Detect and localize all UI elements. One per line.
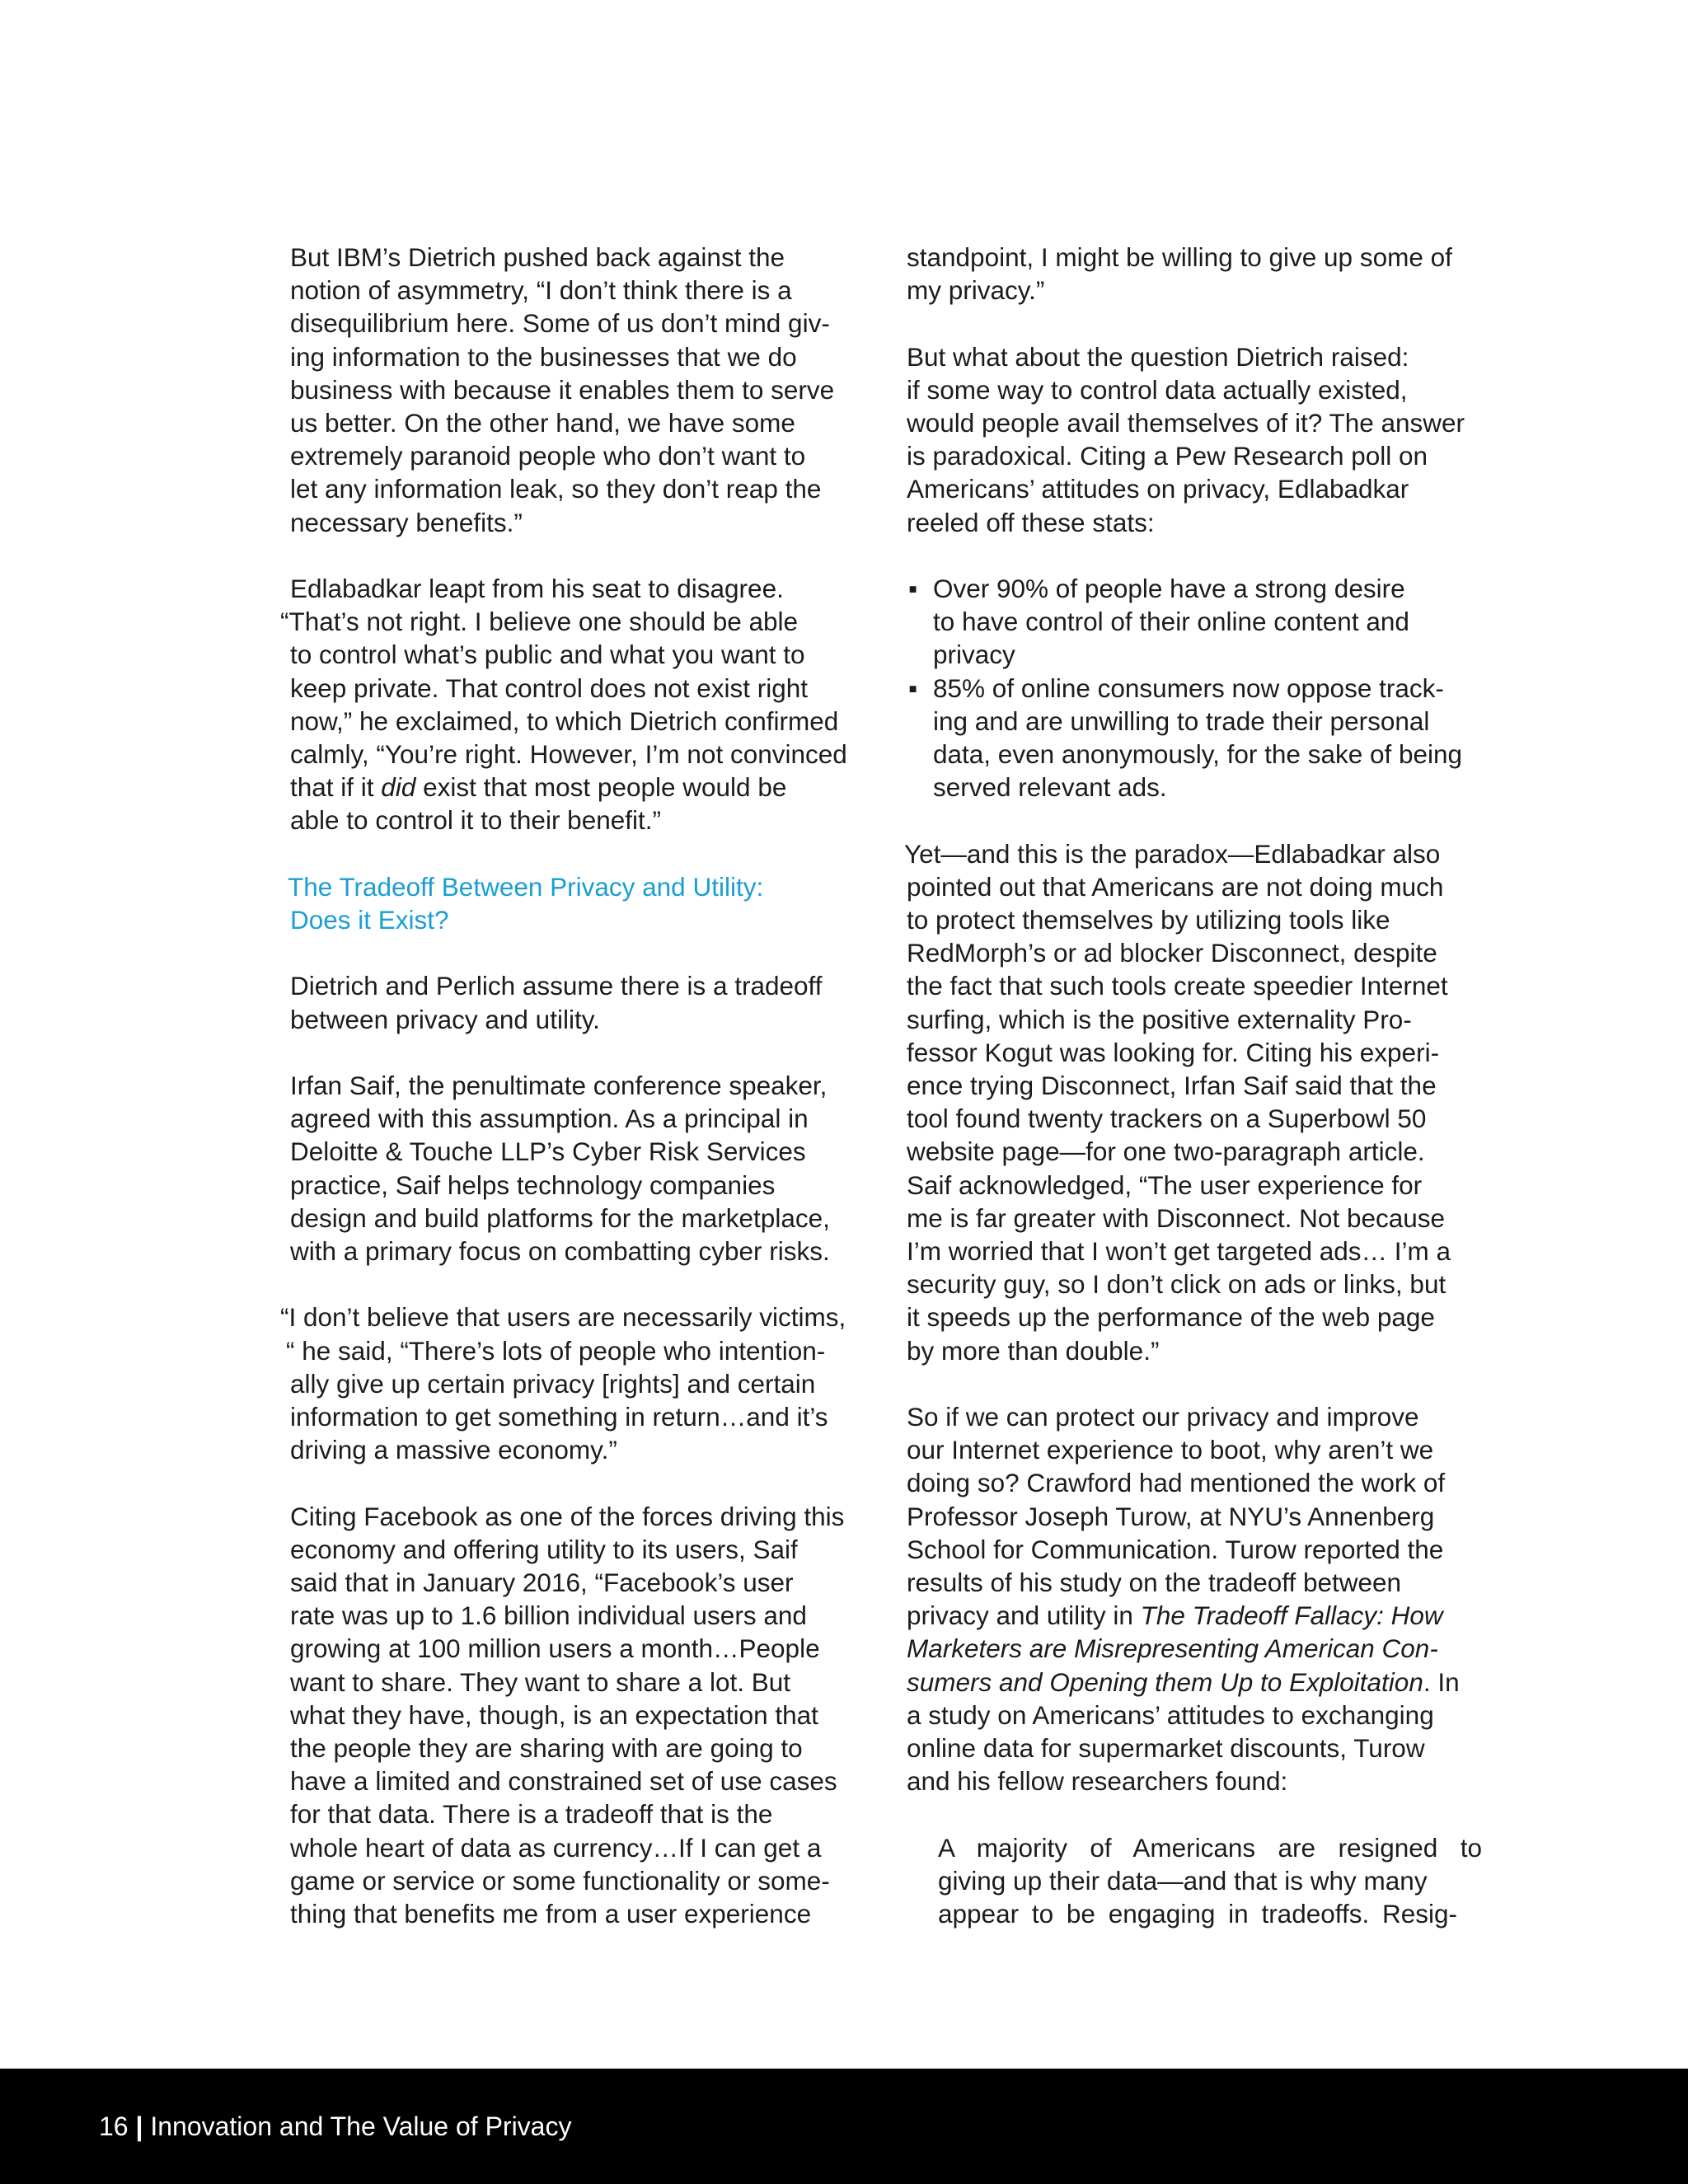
text-line: rate was up to 1.6 billion individual users and — [290, 1601, 807, 1631]
text-line: and his fellow researchers found: — [907, 1766, 1288, 1797]
text-line: to protect themselves by utilizing tools like — [907, 905, 1390, 935]
paragraph-turow-study — [907, 1400, 1492, 1797]
text-line: But what about the question Dietrich raised: — [907, 341, 1409, 372]
text-line: us better. On the other hand, we have some — [290, 408, 795, 438]
text-line: security guy, so I don’t click on ads or links, but — [907, 1269, 1447, 1300]
text-line: our Internet experience to boot, why aren’t we — [907, 1435, 1434, 1465]
text-line: pointed out that Americans are not doing much — [907, 871, 1444, 902]
text-line: is paradoxical. Citing a Pew Research poll on — [907, 441, 1428, 471]
text-line: necessary benefits.” — [290, 507, 523, 537]
paragraph-paradox — [904, 837, 1492, 1367]
text-line: to have control of their online content and — [933, 607, 1409, 637]
text-line: results of his study on the tradeoff between — [907, 1568, 1402, 1598]
text-line: Americans’ attitudes on privacy, Edlabadkar — [907, 474, 1409, 504]
bullet-square-icon: ▪ — [908, 574, 918, 603]
text-line: driving a massive economy.” — [290, 1435, 617, 1465]
right-column — [904, 241, 1492, 1930]
text-line: Dietrich and Perlich assume there is a tradeoff — [290, 971, 823, 1001]
text-line — [907, 1632, 1492, 1665]
text-line: practice, Saif helps technology companies — [290, 1169, 776, 1200]
text-line: said that in January 2016, “Facebook’s user — [290, 1568, 794, 1598]
text-line: the people they are sharing with are going to — [290, 1733, 803, 1764]
paragraph-tradeoff-assumption — [290, 969, 884, 1035]
text-line: served relevant ads. — [933, 772, 1167, 803]
text-line: I’m worried that I won’t get targeted ads… I’m a — [907, 1236, 1451, 1267]
text-line: standpoint, I might be willing to give up some of — [907, 242, 1452, 272]
text-line: what they have, though, is an expectation that — [290, 1699, 818, 1730]
bullet-item — [907, 672, 1492, 804]
italic-text: The Tradeoff Fallacy: How — [1140, 1601, 1443, 1631]
paragraph-users-victims — [280, 1301, 884, 1466]
text-line: whole heart of data as currency…If I can get a — [290, 1832, 822, 1863]
text-line: 85% of online consumers now oppose track- — [933, 673, 1444, 703]
text-line: doing so? Crawford had mentioned the work of — [907, 1468, 1446, 1498]
text-line: agreed with this assumption. As a principal in — [290, 1104, 809, 1134]
text-line: ing and are unwilling to trade their personal — [933, 705, 1430, 736]
page-number: 16 — [99, 2111, 129, 2141]
text-line: with a primary focus on combatting cyber risks. — [290, 1236, 830, 1267]
text-line: calmly, “You’re right. However, I’m not convinced — [290, 739, 847, 770]
italic-text: Marketers are Misrepresenting American Con- — [907, 1633, 1438, 1664]
text-run: privacy and utility in — [907, 1601, 1141, 1631]
text-line — [907, 1666, 1492, 1699]
text-line: “ he said, “There’s lots of people who intention- — [286, 1335, 826, 1366]
paragraph-facebook — [290, 1500, 884, 1931]
text-line: my privacy.” — [907, 275, 1045, 306]
text-run: exist that most people would be — [415, 772, 787, 803]
text-line: Deloitte & Touche LLP’s Cyber Risk Services — [290, 1137, 806, 1167]
text-line: surfing, which is the positive externality Pro- — [907, 1004, 1412, 1034]
text-line: “I don’t believe that users are necessarily victims, — [280, 1302, 846, 1333]
text-line: tool found twenty trackers on a Superbowl 50 — [907, 1104, 1427, 1134]
text-line: to control what’s public and what you want to — [290, 640, 805, 670]
bullet-square-icon: ▪ — [908, 673, 918, 703]
text-line: Irfan Saif, the penultimate conference speaker, — [290, 1071, 828, 1101]
text-line: Yet—and this is the paradox—Edlabadkar also — [904, 838, 1441, 869]
text-line: now,” he exclaimed, to which Dietrich confirmed — [290, 705, 839, 736]
paragraph-standpoint — [907, 241, 1492, 307]
text-line: economy and offering utility to its users, Saif — [290, 1534, 798, 1564]
text-line: business with because it enables them to serve — [290, 374, 835, 405]
text-line: fessor Kogut was looking for. Citing his experi- — [907, 1037, 1440, 1067]
text-line: ence trying Disconnect, Irfan Saif said that the — [907, 1071, 1437, 1101]
footer-bar — [0, 2069, 1688, 2184]
text-line: So if we can protect our privacy and improve — [907, 1402, 1419, 1432]
paragraph-irfan-saif — [290, 1069, 884, 1268]
quote-line: giving up their data—and that is why many — [938, 1865, 1428, 1896]
text-line: thing that benefits me from a user experience — [290, 1899, 812, 1929]
text-line: have a limited and constrained set of use cases — [290, 1766, 837, 1797]
text-line: Edlabadkar leapt from his seat to disagree. — [290, 574, 784, 604]
section-heading — [290, 870, 884, 936]
publication-title: Innovation and The Value of Privacy — [150, 2111, 572, 2141]
text-line: design and build platforms for the marketplace, — [290, 1202, 830, 1233]
text-line: it speeds up the performance of the web page — [907, 1302, 1435, 1333]
text-line: ally give up certain privacy [rights] and certain — [290, 1368, 816, 1399]
text-line: a study on Americans’ attitudes to exchanging — [907, 1699, 1434, 1730]
text-line: want to share. They want to share a lot. But — [290, 1666, 791, 1697]
text-line: by more than double.” — [907, 1335, 1160, 1366]
text-line: Over 90% of people have a strong desire — [933, 574, 1405, 603]
text-line: keep private. That control does not exist right — [290, 673, 809, 703]
text-run: . In — [1423, 1666, 1460, 1697]
text-line: between privacy and utility. — [290, 1004, 600, 1034]
text-line: able to control it to their benefit.” — [290, 805, 661, 836]
text-line — [907, 1599, 1492, 1632]
text-line: extremely paranoid people who don’t want to — [290, 441, 806, 471]
text-run: that if it — [290, 772, 382, 803]
text-line: online data for supermarket discounts, Turow — [907, 1733, 1425, 1764]
text-line: ing information to the businesses that we do — [290, 341, 797, 372]
block-quote — [907, 1831, 1492, 1931]
text-line: website page—for one two-paragraph article. — [907, 1137, 1425, 1167]
text-line: if some way to control data actually existed, — [907, 374, 1408, 405]
text-line: But IBM’s Dietrich pushed back against the — [290, 242, 785, 272]
text-line: “That’s not right. I believe one should be able — [280, 607, 799, 637]
quote-line: A majority of Americans are resigned to — [938, 1832, 1482, 1863]
text-line: growing at 100 million users a month…People — [290, 1633, 820, 1664]
paragraph-edlabadkar-disagree — [280, 572, 884, 837]
text-line — [290, 771, 884, 804]
text-line: notion of asymmetry, “I don’t think there is a — [290, 275, 792, 306]
text-line: Professor Joseph Turow, at NYU’s Annenberg — [907, 1501, 1435, 1531]
left-column — [280, 241, 884, 1930]
bullet-item — [907, 572, 1492, 672]
paragraph-dietrich-asymmetry — [290, 241, 884, 539]
text-line: RedMorph’s or ad blocker Disconnect, despite — [907, 938, 1437, 968]
text-line: would people avail themselves of it? The answer — [907, 408, 1465, 438]
text-line: information to get something in return…and it’s — [290, 1402, 828, 1432]
text-line: disequilibrium here. Some of us don’t mind giv- — [290, 308, 830, 339]
heading-line: The Tradeoff Between Privacy and Utility: — [288, 871, 764, 902]
text-line: me is far greater with Disconnect. Not because — [907, 1202, 1446, 1233]
text-line: Citing Facebook as one of the forces driving this — [290, 1501, 845, 1531]
footer-text — [99, 2110, 571, 2143]
text-line: for that data. There is a tradeoff that is the — [290, 1799, 773, 1830]
text-line: the fact that such tools create speedier Internet — [907, 971, 1448, 1001]
text-line: privacy — [933, 640, 1015, 670]
text-line: let any information leak, so they don’t reap the — [290, 474, 822, 504]
heading-line: Does it Exist? — [290, 905, 449, 935]
italic-text: did — [381, 772, 416, 803]
text-line: School for Communication. Turow reported the — [907, 1534, 1444, 1564]
footer-separator: | — [135, 2111, 143, 2141]
quote-line: appear to be engaging in tradeoffs. Resig- — [938, 1899, 1457, 1929]
italic-text: sumers and Opening them Up to Exploitation — [907, 1666, 1423, 1697]
paragraph-dietrich-question — [907, 340, 1492, 539]
text-line: reeled off these stats: — [907, 507, 1155, 537]
text-line: Saif acknowledged, “The user experience for — [907, 1169, 1423, 1200]
bullet-list — [907, 572, 1492, 804]
text-line: data, even anonymously, for the sake of being — [933, 739, 1463, 770]
text-line: game or service or some functionality or some- — [290, 1865, 830, 1896]
